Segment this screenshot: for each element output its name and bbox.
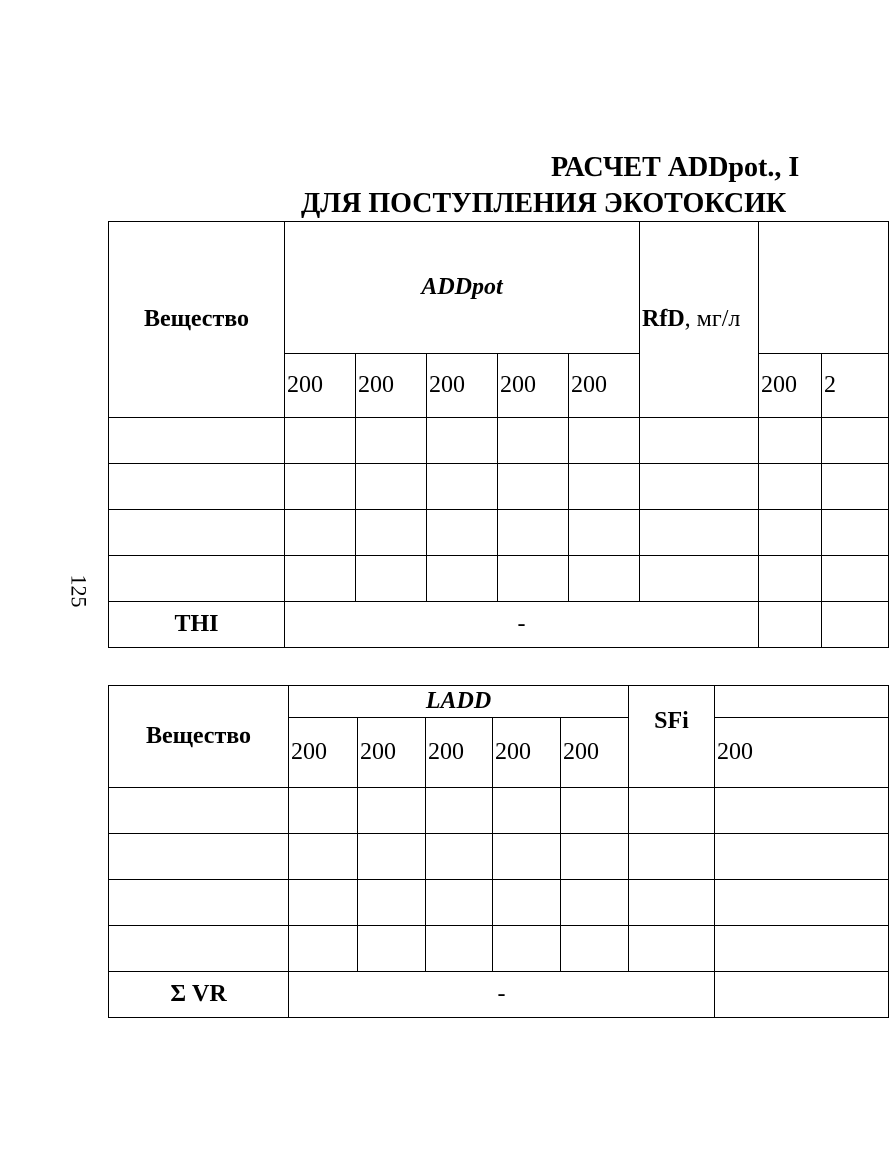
empty-cell bbox=[498, 510, 569, 556]
empty-cell bbox=[109, 556, 285, 602]
empty-cell bbox=[427, 464, 498, 510]
empty-cell bbox=[640, 556, 759, 602]
empty-cell bbox=[822, 556, 889, 602]
empty-cell bbox=[356, 464, 427, 510]
page-title-line-1: РАСЧЕТ ADDpot., I bbox=[551, 152, 800, 183]
empty-cell bbox=[285, 418, 356, 464]
year-cell: 200 bbox=[356, 354, 427, 418]
total-row bbox=[109, 972, 889, 1018]
year-cell: 200 bbox=[358, 718, 426, 788]
year-cell: 200 bbox=[493, 718, 561, 788]
empty-cell bbox=[285, 510, 356, 556]
empty-cell bbox=[493, 834, 561, 880]
empty-cell bbox=[640, 510, 759, 556]
addpot-table-frame bbox=[108, 221, 836, 649]
empty-cell bbox=[426, 788, 493, 834]
empty-cell bbox=[358, 880, 426, 926]
page-title-line-2: ДЛЯ ПОСТУПЛЕНИЯ ЭКОТОКСИК bbox=[301, 188, 787, 219]
empty-cell bbox=[427, 556, 498, 602]
empty-cell bbox=[822, 602, 889, 648]
empty-cell bbox=[561, 788, 629, 834]
empty-cell bbox=[715, 788, 889, 834]
empty-cell bbox=[629, 788, 715, 834]
table-row bbox=[109, 510, 889, 556]
year-cell: 200 bbox=[759, 354, 822, 418]
year-cell: 2 bbox=[822, 354, 889, 418]
empty-cell bbox=[629, 834, 715, 880]
empty-cell bbox=[640, 418, 759, 464]
year-cell: 200 bbox=[569, 354, 640, 418]
table-row bbox=[109, 926, 889, 972]
empty-cell bbox=[109, 464, 285, 510]
empty-cell bbox=[358, 834, 426, 880]
substance-header: Вещество bbox=[109, 222, 285, 418]
empty-cell bbox=[569, 556, 640, 602]
empty-cell bbox=[109, 418, 285, 464]
year-cell: 200 bbox=[427, 354, 498, 418]
page-number: 125 bbox=[66, 574, 92, 608]
empty-cell bbox=[356, 556, 427, 602]
thi-label: THI bbox=[109, 602, 285, 648]
year-cell: 200 bbox=[715, 718, 889, 788]
empty-cell bbox=[493, 880, 561, 926]
empty-cell bbox=[569, 510, 640, 556]
ladd-table-frame bbox=[108, 685, 831, 1018]
substance-header: Вещество bbox=[109, 686, 289, 788]
empty-cell bbox=[822, 510, 889, 556]
empty-cell bbox=[640, 464, 759, 510]
empty-cell bbox=[285, 556, 356, 602]
empty-cell bbox=[109, 510, 285, 556]
empty-cell bbox=[426, 926, 493, 972]
empty-cell bbox=[759, 418, 822, 464]
empty-cell bbox=[759, 556, 822, 602]
sum-vr-label: Σ VR bbox=[109, 972, 289, 1018]
empty-cell bbox=[759, 510, 822, 556]
addpot-table bbox=[108, 221, 889, 648]
empty-cell bbox=[493, 788, 561, 834]
empty-cell bbox=[569, 418, 640, 464]
table-row bbox=[109, 834, 889, 880]
empty-cell bbox=[109, 788, 289, 834]
empty-cell bbox=[427, 510, 498, 556]
empty-cell bbox=[358, 788, 426, 834]
empty-cell bbox=[715, 926, 889, 972]
empty-cell bbox=[289, 880, 358, 926]
ladd-table bbox=[108, 685, 889, 1018]
empty-cell bbox=[822, 464, 889, 510]
thi-value: - bbox=[285, 602, 759, 648]
year-cell: 200 bbox=[285, 354, 356, 418]
empty-cell bbox=[289, 834, 358, 880]
right-group-header bbox=[715, 686, 889, 718]
ladd-header: LADD bbox=[289, 686, 629, 718]
empty-cell bbox=[427, 418, 498, 464]
table-row bbox=[109, 464, 889, 510]
sum-vr-value: - bbox=[289, 972, 715, 1018]
addpot-header: ADDpot bbox=[285, 222, 640, 354]
empty-cell bbox=[498, 464, 569, 510]
rfd-header bbox=[640, 222, 759, 418]
empty-cell bbox=[109, 926, 289, 972]
empty-cell bbox=[358, 926, 426, 972]
empty-cell bbox=[561, 834, 629, 880]
right-group-header bbox=[759, 222, 889, 354]
rfd-header-label: RfD bbox=[642, 306, 685, 332]
year-cell: 200 bbox=[498, 354, 569, 418]
empty-cell bbox=[109, 834, 289, 880]
empty-cell bbox=[822, 418, 889, 464]
empty-cell bbox=[561, 926, 629, 972]
empty-cell bbox=[426, 834, 493, 880]
empty-cell bbox=[356, 510, 427, 556]
empty-cell bbox=[715, 972, 889, 1018]
table-row bbox=[109, 880, 889, 926]
empty-cell bbox=[493, 926, 561, 972]
empty-cell bbox=[498, 556, 569, 602]
empty-cell bbox=[289, 788, 358, 834]
empty-cell bbox=[426, 880, 493, 926]
empty-cell bbox=[759, 464, 822, 510]
empty-cell bbox=[561, 880, 629, 926]
total-row bbox=[109, 602, 889, 648]
table-row bbox=[109, 788, 889, 834]
empty-cell bbox=[759, 602, 822, 648]
empty-cell bbox=[285, 464, 356, 510]
table-row bbox=[109, 418, 889, 464]
empty-cell bbox=[109, 880, 289, 926]
empty-cell bbox=[289, 926, 358, 972]
table-row bbox=[109, 556, 889, 602]
empty-cell bbox=[715, 880, 889, 926]
empty-cell bbox=[629, 926, 715, 972]
sfi-header: SFi bbox=[629, 686, 715, 788]
year-cell: 200 bbox=[426, 718, 493, 788]
year-cell: 200 bbox=[561, 718, 629, 788]
empty-cell bbox=[356, 418, 427, 464]
empty-cell bbox=[629, 880, 715, 926]
empty-cell bbox=[498, 418, 569, 464]
rfd-header-unit: , мг/л bbox=[684, 306, 741, 332]
empty-cell bbox=[715, 834, 889, 880]
empty-cell bbox=[569, 464, 640, 510]
year-cell: 200 bbox=[289, 718, 358, 788]
